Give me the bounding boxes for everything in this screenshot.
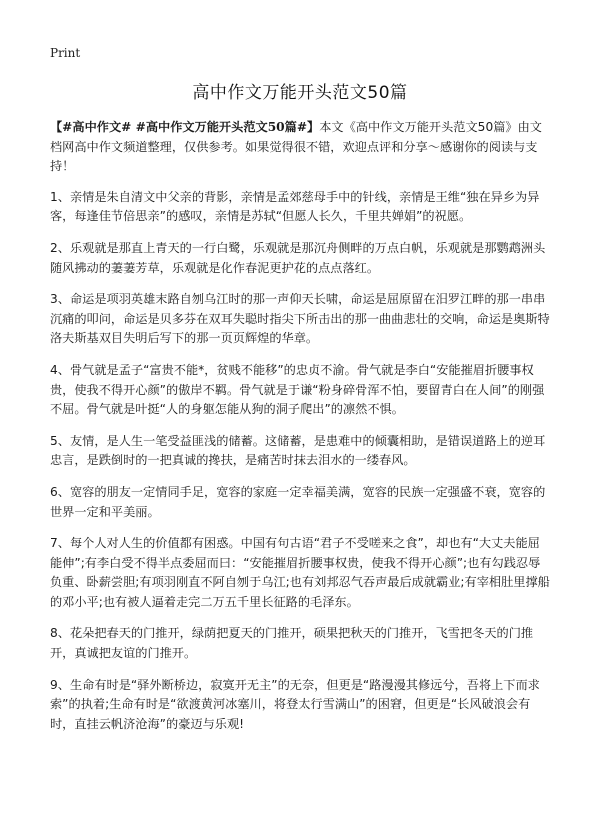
document-body <box>50 118 550 746</box>
paragraph-8: 8、花朵把春天的门推开，绿荫把夏天的门推开，硕果把秋天的门推开，飞雪把冬天的门推开，真诚把友谊的门推开。 <box>50 626 534 661</box>
paragraph-7: 7、每个人对人生的价值都有困惑。中国有句古语“君子不受嗟来之食”，却也有“大丈夫能屈能伸”;有李白受不得半点委屈而曰：“安能摧眉折腰事权贵，使我不得开心颜”;也有勾践忍辱负重、卧薪尝胆;有项羽刚直不阿自刎于乌江;也有刘邦忍气吞声最后成就霸业;有宰相肚里撑船的邓小平;也有被人逼着走完二万五千里长征路的毛泽东。 <box>50 536 550 609</box>
intro-paragraph <box>50 118 550 177</box>
intro-text: 本文《高中作文万能开头范文50篇》由文档网高中作文频道整理，仅供参考。如果觉得很不错，欢迎点评和分享～感谢你的阅读与支持！ <box>50 120 542 174</box>
intro-tag: 【#高中作文# #高中作文万能开头范文50篇#】 <box>50 120 320 134</box>
print-link[interactable]: Print <box>50 46 81 60</box>
paragraph-4: 4、骨气就是孟子“富贵不能*，贫贱不能移”的忠贞不渝。骨气就是李白“安能摧眉折腰事权贵，使我不得开心颜”的傲岸不羁。骨气就是于谦“粉身碎骨浑不怕，要留青白在人间”的刚强不屈。骨气就是叶挺“人的身躯怎能从狗的洞子爬出”的凛然不惧。 <box>50 362 545 417</box>
document-title: 高中作文万能开头范文50篇 <box>192 83 408 103</box>
paragraph-1: 1、亲情是朱自清文中父亲的背影，亲情是孟郊慈母手中的针线，亲情是王维“独在异乡为异客，每逢佳节倍思亲”的感叹，亲情是苏轼“但愿人长久，千里共婵娟”的祝愿。 <box>50 189 540 224</box>
paragraph-2: 2、乐观就是那直上青天的一行白鹭，乐观就是那沉舟侧畔的万点白帆，乐观就是那鹦鹉洲头随风拂动的萋萋芳草，乐观就是化作春泥更护花的点点落红。 <box>50 240 546 275</box>
paragraph-9: 9、生命有时是“驿外断桥边，寂寞开无主”的无奈，但更是“路漫漫其修远兮，吾将上下而求索”的执着;生命有时是“欲渡黄河冰塞川，将登太行雪满山”的困窘，但更是“长风破浪会有时，直挂云帆济沧海”的豪迈与乐观! <box>50 677 540 731</box>
paragraph-6: 6、宽容的朋友一定情同手足，宽容的家庭一定幸福美满，宽容的民族一定强盛不衰，宽容的世界一定和平美丽。 <box>50 484 546 519</box>
paragraph-5: 5、友情，是人生一笔受益匪浅的储蓄。这储蓄，是患难中的倾囊相助，是错误道路上的逆耳忠言，是跌倒时的一把真诚的搀扶，是痛苦时抹去泪水的一缕春风。 <box>50 433 546 468</box>
paragraph-3: 3、命运是项羽英雄末路自刎乌江时的那一声仰天长啸，命运是屈原留在汨罗江畔的那一串串沉痛的叩问，命运是贝多芬在双耳失聪时指尖下所击出的那一曲曲悲壮的交响，命运是奥斯特洛夫斯基双目失明后写下的那一页页辉煌的华章。 <box>50 292 550 346</box>
